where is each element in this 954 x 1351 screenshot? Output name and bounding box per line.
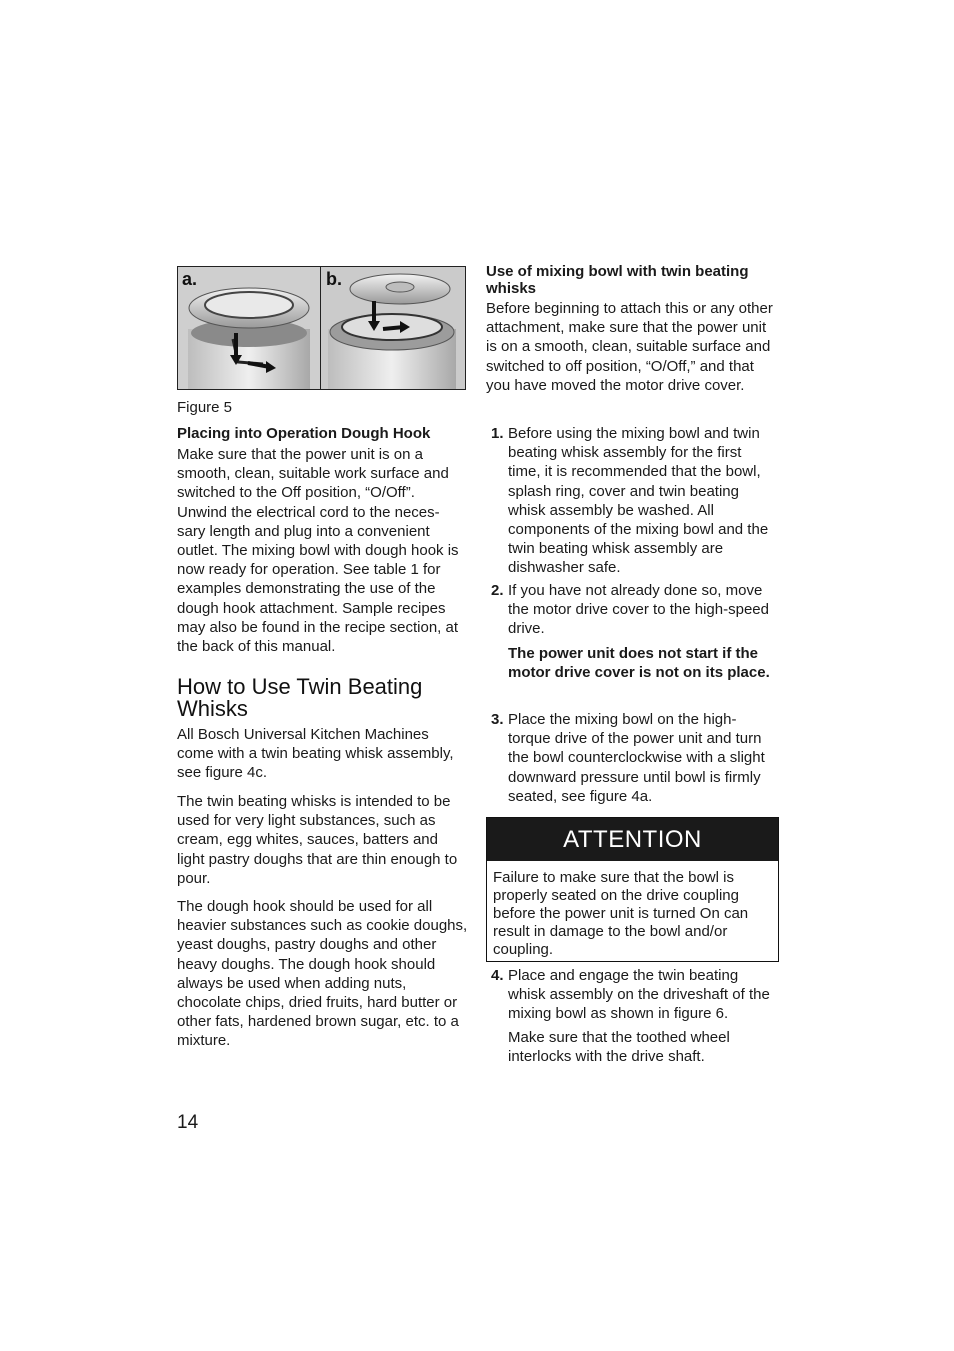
figure-label-b: b. bbox=[326, 269, 342, 289]
figure-5-image bbox=[177, 266, 466, 390]
step-note: Make sure that the toothed wheel interlocks with the drive shaft. bbox=[508, 1029, 730, 1066]
step-text: Place the mixing bowl on the high-torque drive of the power unit and turn the bowl counterclockwise with a slight downward pressure until bowl is firmly seated, see figure 4a. bbox=[508, 711, 765, 805]
step-number: 2. bbox=[491, 582, 504, 599]
step-text: If you have not already done so, move the motor drive cover to the high-speed drive. bbox=[508, 582, 769, 638]
paragraph-dough-hook: Make sure that the power unit is on a smooth, clean, suitable work surface and switched to the Off position, “O/Off”. Unwind the electrical cord to the neces-sary length and plug into a convenient outlet. The mixing bowl with dough hook is now ready for operation. See table 1 for examples demonstrating the use of the dough hook attachment. Sample recipes may also be found in the recipe section, at the back of this manual. bbox=[177, 446, 459, 656]
step-number: 4. bbox=[491, 967, 504, 984]
step-text: Place and engage the twin beating whisk assembly on the driveshaft of the mixing bowl as shown in figure 6. bbox=[508, 967, 770, 1023]
step-number: 3. bbox=[491, 711, 504, 728]
paragraph-dough-hook-use: The dough hook should be used for all heavier substances such as cookie doughs, yeast doughs, pastry doughs and other heavy doughs. The dough hook should always be used when adding nuts, chocolate chips, dried fruits, hard butter or other fats, hardened brown sugar, etc. to a mixture. bbox=[177, 898, 468, 1050]
paragraph-twin-whisk-assembly: All Bosch Universal Kitchen Machines come with a twin beating whisk assembly, see figure 4c. bbox=[177, 726, 454, 782]
paragraph-twin-whisk-use: The twin beating whisks is intended to be used for very light substances, such as cream, egg whites, sauces, batters and light pastry doughs that are thin enough to pour. bbox=[177, 793, 458, 887]
heading-mixing-bowl: Use of mixing bowl with twin beating whisks bbox=[486, 263, 749, 297]
figure-label-a: a. bbox=[182, 269, 198, 289]
attention-box bbox=[486, 817, 779, 962]
heading-dough-hook: Placing into Operation Dough Hook bbox=[177, 425, 431, 442]
step-text: Before using the mixing bowl and twin beating whisk assembly for the first time, it is recommended that the bowl, splash ring, cover and twin beating whisk assembly be washed. All components of the mixing bowl and the twin beating whisk assembly are dishwasher safe. bbox=[508, 425, 769, 577]
section-heading-twin-whisks: How to Use Twin Beating Whisks bbox=[177, 674, 423, 721]
attention-title: ATTENTION bbox=[487, 818, 778, 861]
step-note-warning: The power unit does not start if the motor drive cover is not on its place. bbox=[508, 645, 770, 682]
page-number: 14 bbox=[177, 1112, 199, 1133]
figure-caption: Figure 5 bbox=[177, 399, 233, 416]
step-number: 1. bbox=[491, 425, 504, 442]
attention-body: Failure to make sure that the bowl is properly seated on the drive coupling before the power unit is turned On can result in damage to the bowl and/or coupling. bbox=[493, 869, 749, 958]
paragraph-intro: Before beginning to attach this or any other attachment, make sure that the power unit is on a smooth, clean, suitable surface and switched to off position, “O/Off,” and that you have moved the motor drive cover. bbox=[486, 300, 773, 394]
